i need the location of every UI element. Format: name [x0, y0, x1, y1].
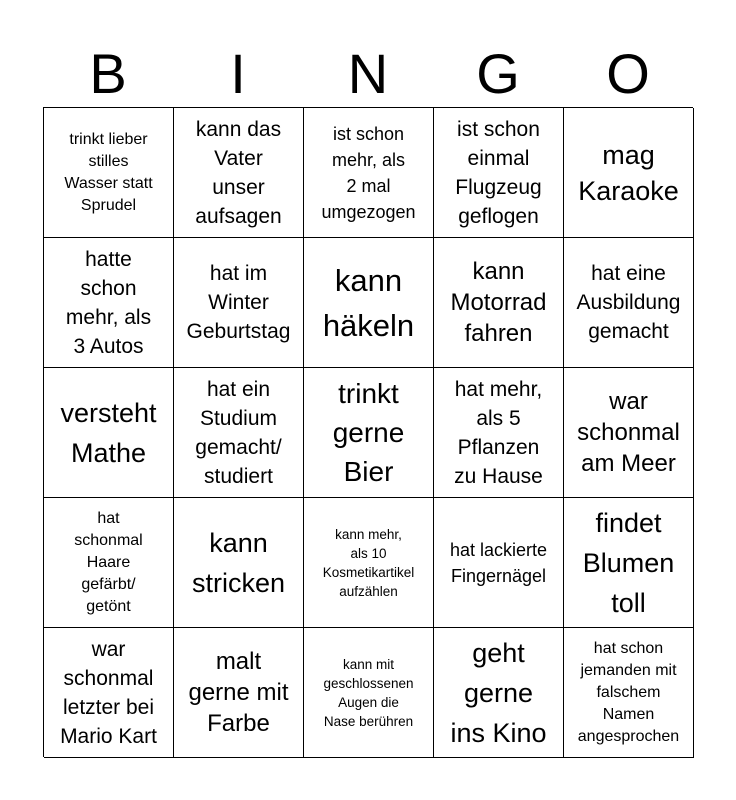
cell-text: hat schonmal Haare gefärbt/ getönt [74, 509, 143, 615]
cell-text: hat ein Studium gemacht/ studiert [195, 377, 282, 488]
cell-text: hat im Winter Geburtstag [186, 262, 291, 343]
cell-text: hat mehr, als 5 Pflanzen zu Hause [454, 377, 543, 488]
bingo-cell-r4-c3[interactable] [304, 498, 434, 628]
bingo-cell-r5-c2[interactable] [174, 628, 304, 758]
cell-text: hatte schon mehr, als 3 Autos [65, 247, 152, 358]
cell-text: trinkt lieber stilles Wasser statt Sprudel [64, 130, 153, 214]
bingo-cell-r2-c1[interactable] [44, 238, 174, 368]
bingo-cell-r2-c5[interactable] [564, 238, 694, 368]
cell-text: versteht Mathe [60, 397, 157, 468]
bingo-cell-r1-c5[interactable] [564, 108, 694, 238]
bingo-cell-r2-c2[interactable] [174, 238, 304, 368]
header-letter-o: O [606, 42, 650, 105]
cell-text: kann häkeln [322, 262, 415, 343]
cell-text: war schonmal letzter bei Mario Kart [60, 637, 157, 748]
header-letter-g: G [476, 42, 520, 105]
cell-text: mag Karaoke [578, 139, 679, 206]
cell-text: kann mehr, als 10 Kosmetikartikel aufzählen [322, 526, 415, 599]
bingo-cell-r4-c1[interactable] [44, 498, 174, 628]
cell-text: trinkt gerne Bier [332, 378, 405, 487]
bingo-cell-r1-c1[interactable] [44, 108, 174, 238]
bingo-cell-r2-c3[interactable] [304, 238, 434, 368]
cell-text: ist schon mehr, als 2 mal umgezogen [321, 123, 416, 222]
cell-text: findet Blumen toll [582, 507, 675, 618]
bingo-cell-r4-c2[interactable] [174, 498, 304, 628]
bingo-cell-r3-c4[interactable] [434, 368, 564, 498]
bingo-cell-r5-c3[interactable] [304, 628, 434, 758]
cell-text: hat lackierte Fingernägel [449, 539, 548, 586]
cell-text: kann das Vater unser aufsagen [195, 117, 282, 228]
bingo-cell-r4-c4[interactable] [434, 498, 564, 628]
bingo-cell-r5-c4[interactable] [434, 628, 564, 758]
bingo-cell-r1-c4[interactable] [434, 108, 564, 238]
bingo-cell-r3-c3[interactable] [304, 368, 434, 498]
bingo-header [43, 40, 693, 108]
bingo-board [43, 107, 693, 757]
cell-text: hat schon jemanden mit falschem Namen angesprochen [577, 639, 680, 745]
bingo-cell-r1-c3[interactable] [304, 108, 434, 238]
header-letter-n: N [347, 42, 389, 105]
bingo-cell-r2-c4[interactable] [434, 238, 564, 368]
bingo-cell-r3-c5[interactable] [564, 368, 694, 498]
bingo-cell-r1-c2[interactable] [174, 108, 304, 238]
header-letter-b: B [89, 42, 127, 105]
bingo-cell-r5-c5[interactable] [564, 628, 694, 758]
bingo-cell-r3-c2[interactable] [174, 368, 304, 498]
cell-text: kann Motorrad fahren [450, 258, 547, 347]
cell-text: malt gerne mit Farbe [188, 648, 289, 737]
cell-text: hat eine Ausbildung gemacht [576, 262, 681, 343]
bingo-cell-r4-c5[interactable] [564, 498, 694, 628]
bingo-cell-r3-c1[interactable] [44, 368, 174, 498]
cell-text: geht gerne ins Kino [450, 637, 547, 748]
cell-text: kann mit geschlossenen Augen die Nase berühren [323, 656, 414, 729]
bingo-cell-r5-c1[interactable] [44, 628, 174, 758]
cell-text: kann stricken [191, 527, 286, 598]
header-letter-i: I [230, 42, 246, 105]
cell-text: war schonmal am Meer [577, 388, 680, 477]
cell-text: ist schon einmal Flugzeug geflogen [455, 117, 542, 228]
